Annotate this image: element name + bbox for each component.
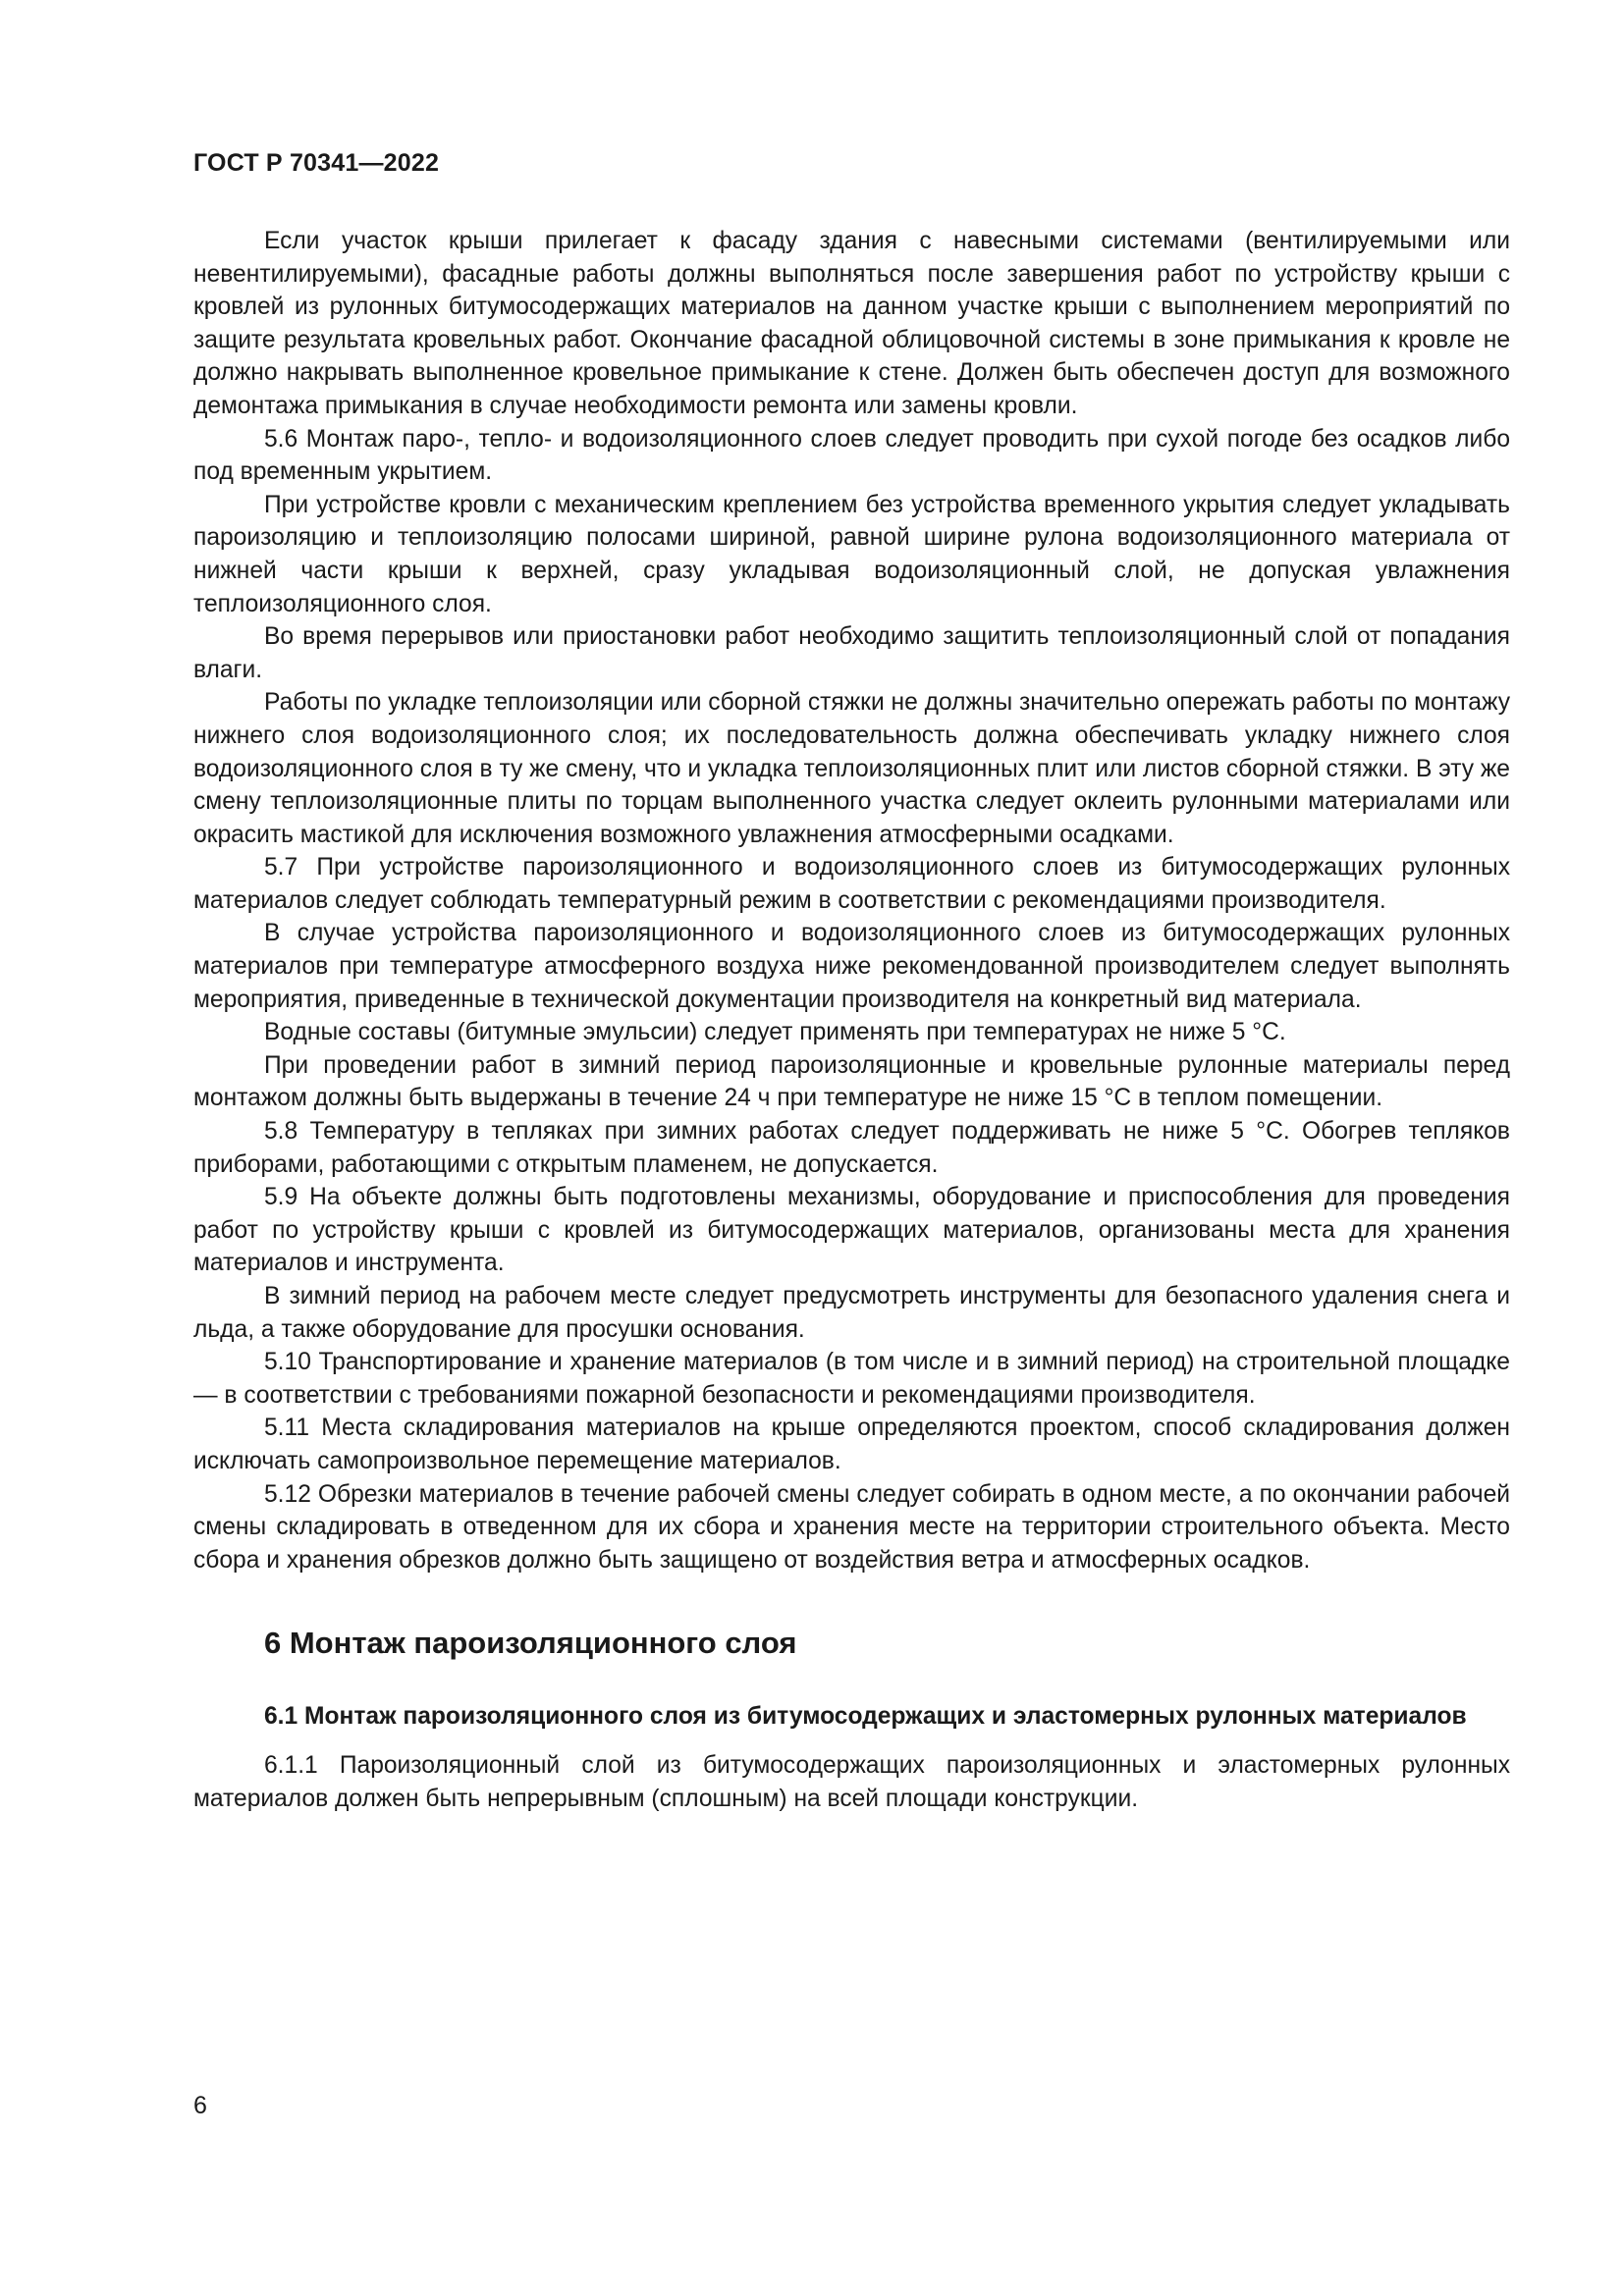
paragraph-5-11: 5.11 Места складирования материалов на крыше определяются проектом, способ складирования должен исключать самопроизвольное перемещение материалов. [193, 1415, 1510, 1474]
paragraph-5-10: 5.10 Транспортирование и хранение материалов (в том числе и в зимний период) на строительной площадке — в соответствии с требованиями пожарной безопасности и рекомендациями производителя. [193, 1349, 1510, 1409]
paragraph: В зимний период на рабочем месте следует предусмотреть инструменты для безопасного удаления снега и льда, а также оборудование для просушки основания. [193, 1283, 1510, 1343]
paragraph-5-8: 5.8 Температуру в тепляках при зимних работах следует поддерживать не ниже 5 °С. Обогрев тепляков приборами, работающими с открытым пламенем, не допускается. [193, 1118, 1510, 1178]
paragraph: В случае устройства пароизоляционного и водоизоляционного слоев из битумосодержащих рулонных материалов при температуре атмосферного воздуха ниже рекомендованной производителем следует выполнять мероприятия, приведенные в технической документации производителя на конкретный вид материала. [193, 920, 1510, 1013]
paragraph: При проведении работ в зимний период пароизоляционные и кровельные рулонные материалы перед монтажом должны быть выдержаны в течение 24 ч при температуре не ниже 15 °С в теплом помещении. [193, 1051, 1510, 1112]
paragraph-5-7: 5.7 При устройстве пароизоляционного и водоизоляционного слоев из битумосодержащих рулонных материалов следует соблюдать температурный режим в соответствии с рекомендациями производителя. [193, 854, 1510, 914]
page-number: 6 [193, 2092, 207, 2119]
paragraph: Если участок крыши прилегает к фасаду здания с навесными системами (вентилируемыми или невентилируемыми), фасадные работы должны выполняться после завершения работ по устройству крыши с кровлей из рулонных битумосодержащих материалов на данном участке крыши с выполнением мероприятий по защите результата кровельных работ. Окончание фасадной облицовочной системы в зоне примыкания к кровле не должно накрывать выполненное кровельное примыкание к стене. Должен быть обеспечен доступ для возможного демонтажа примыкания в случае необходимости ремонта или замены кровли. [193, 228, 1510, 419]
paragraph: Водные составы (битумные эмульсии) следует применять при температурах не ниже 5 °С. [264, 1019, 1286, 1046]
paragraph: Работы по укладке теплоизоляции или сборной стяжки не должны значительно опережать работы по монтажу нижнего слоя водоизоляционного слоя; их последовательность должна обеспечивать укладку нижнего слоя водоизоляционного слоя в ту же смену, что и укладка теплоизоляционных плит или листов сборной стяжки. В эту же смену теплоизоляционные плиты по торцам выполненного участка следует оклеить рулонными материалами или окрасить мастикой для исключения возможного увлажнения атмосферными осадками. [193, 689, 1510, 848]
paragraph: При устройстве кровли с механическим креплением без устройства временного укрытия следует укладывать пароизоляцию и теплоизоляцию полосами шириной, равной ширине рулона водоизоляционного материала от нижней части крыши к верхней, сразу укладывая водоизоляционный слой, не допуская увлажнения теплоизоляционного слоя. [193, 491, 1510, 617]
paragraph-6-1-1: 6.1.1 Пароизоляционный слой из битумосодержащих пароизоляционных и эластомерных рулонных материалов должен быть непрерывным (сплошным) на всей площади конструкции. [193, 1751, 1510, 1812]
subsection-heading: 6.1 Монтаж пароизоляционного слоя из битумосодержащих и эластомерных рулонных материалов [264, 1703, 1467, 1731]
paragraph-5-12: 5.12 Обрезки материалов в течение рабочей смены следует собирать в одном месте, а по окончании рабочей смены складировать в отведенном для их сбора и хранения месте на территории строительного объекта. Место сбора и хранения обрезков должно быть защищено от воздействия ветра и атмосферных осадков. [193, 1480, 1510, 1574]
section-heading: 6 Монтаж пароизоляционного слоя [264, 1626, 797, 1661]
paragraph-5-9: 5.9 На объекте должны быть подготовлены механизмы, оборудование и приспособления для проведения работ по устройству крыши с кровлей из битумосодержащих материалов, организованы места для хранения материалов и инструмента. [193, 1184, 1510, 1277]
paragraph: Во время перерывов или приостановки работ необходимо защитить теплоизоляционный слой от попадания влаги. [193, 623, 1510, 683]
document-body [193, 225, 1510, 1815]
paragraph-5-6: 5.6 Монтаж паро-, тепло- и водоизоляционного слоев следует проводить при сухой погоде без осадков либо под временным укрытием. [193, 425, 1510, 486]
document-header: ГОСТ Р 70341—2022 [193, 149, 440, 177]
